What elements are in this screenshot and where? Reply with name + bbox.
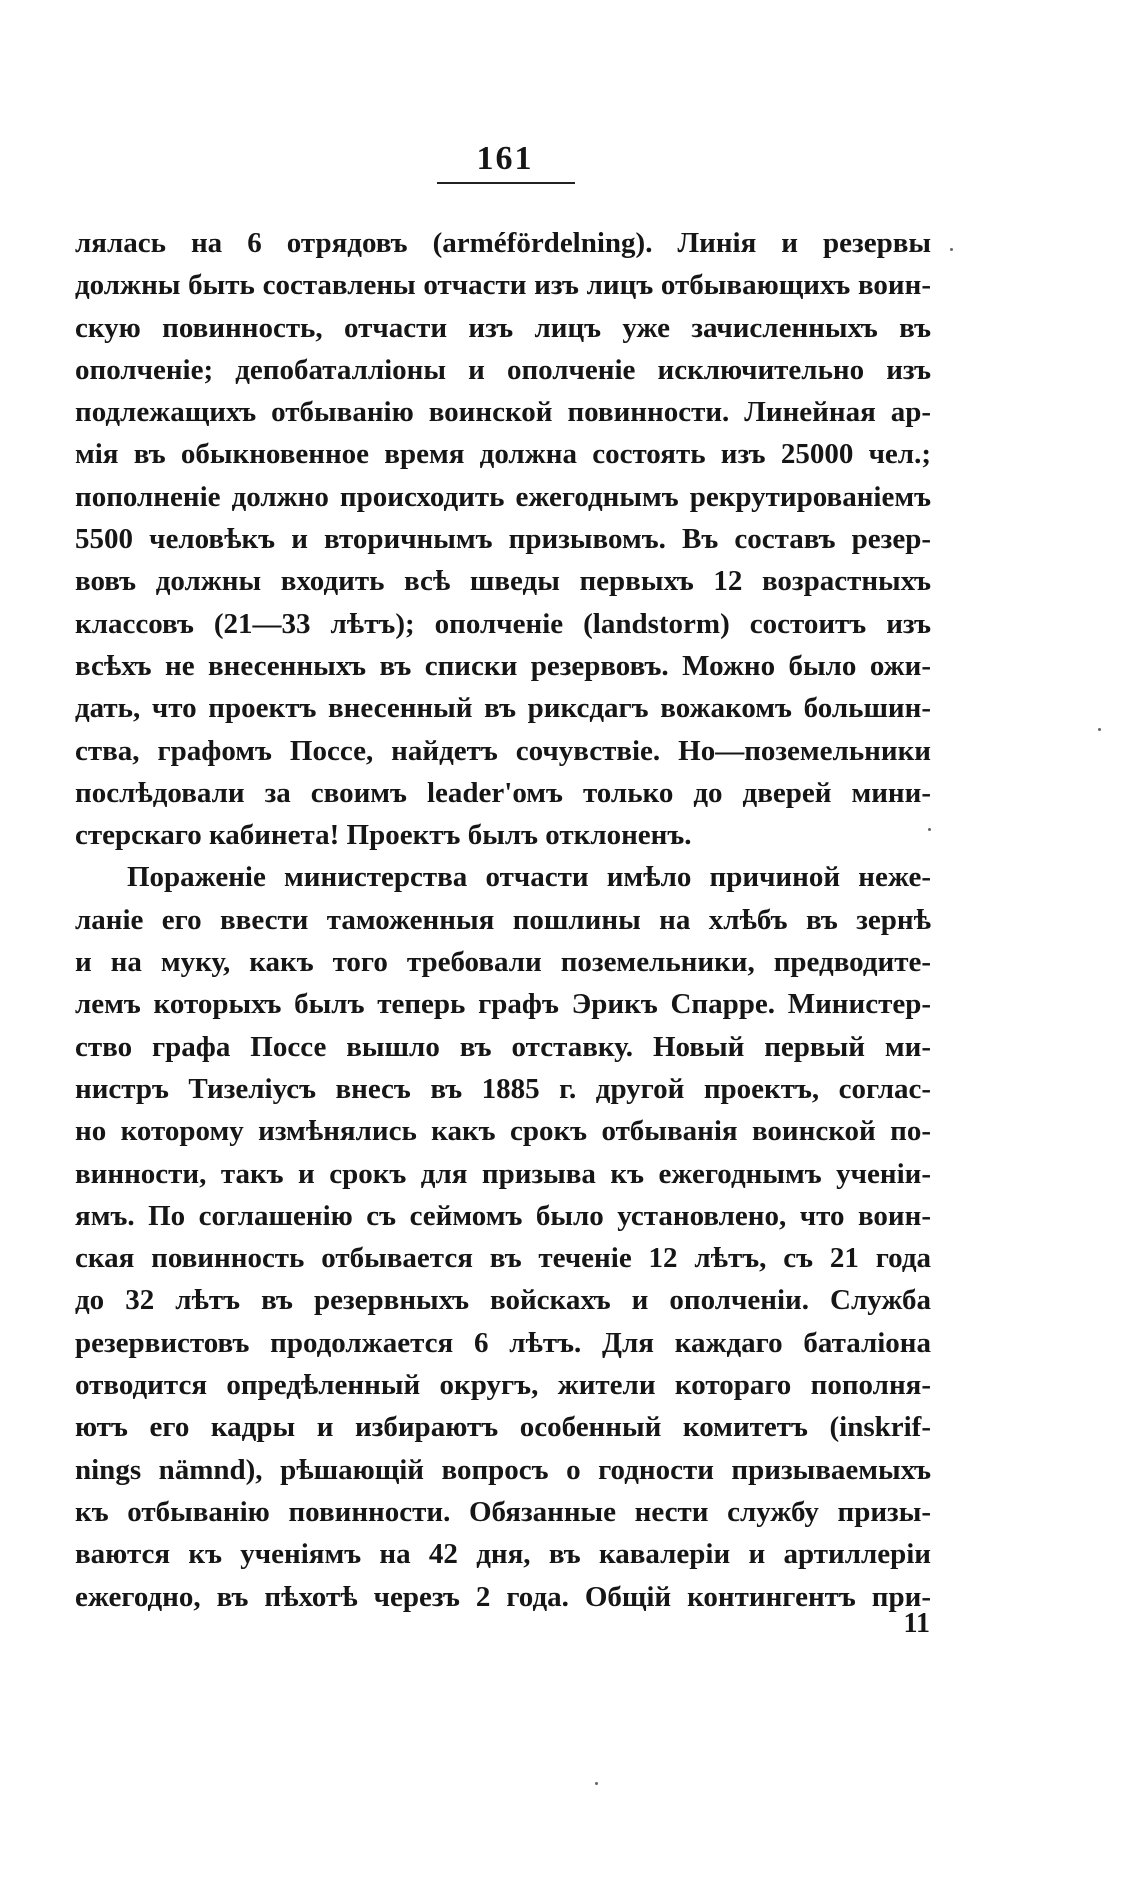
text-line: ваются къ ученіямъ на 42 дня, въ кавалеріи и артиллеріи xyxy=(75,1538,931,1571)
text-line: лялась на 6 отрядовъ (arméfördelning). Линія и резервы xyxy=(75,227,931,259)
scan-speck xyxy=(950,248,953,251)
text-line: ства, графомъ Поссе, найдетъ сочувствіе. Но—поземельники xyxy=(75,734,931,767)
text-line: резервистовъ продолжается 6 лѣтъ. Для каждаго баталіона xyxy=(75,1326,931,1359)
text-line: ство графа Поссе вышло въ отставку. Новый первый ми- xyxy=(75,1030,931,1063)
text-line: 5500 человѣкъ и вторичнымъ призывомъ. Въ составъ резер- xyxy=(75,523,931,556)
text-line: вовъ должны входить всѣ шведы первыхъ 12 возрастныхъ xyxy=(75,565,931,598)
text-line: нистръ Тизеліусъ внесъ въ 1885 г. другой проектъ, соглас- xyxy=(75,1072,931,1105)
text-line: дать, что проектъ внесенный въ риксдагъ вожакомъ большин- xyxy=(75,692,931,725)
text-line: стерскаго кабинета! Проектъ былъ отклоненъ. xyxy=(75,819,692,852)
text-line: должны быть составлены отчасти изъ лицъ отбывающихъ воин- xyxy=(75,269,931,302)
text-line: до 32 лѣтъ въ резервныхъ войскахъ и ополченіи. Служба xyxy=(75,1284,931,1317)
text-line: nings nämnd), рѣшающій вопросъ о годности призываемыхъ xyxy=(75,1453,931,1486)
signature-mark: 11 xyxy=(903,1608,930,1639)
text-line: пополненіе должно происходить ежегоднымъ рекрутированіемъ xyxy=(75,480,931,513)
text-line: мія въ обыкновенное время должна состоять изъ 25000 чел.; xyxy=(75,438,931,471)
body-text xyxy=(75,222,931,1618)
text-line: ополченіе; депобаталліоны и ополченіе исключительно изъ xyxy=(75,353,931,386)
text-line: къ отбыванію повинности. Обязанные нести службу призы- xyxy=(75,1495,931,1528)
scan-speck xyxy=(595,1782,598,1785)
text-line: Пораженіе министерства отчасти имѣло причиной неже- xyxy=(127,861,931,894)
scan-speck xyxy=(928,828,931,831)
text-line: и на муку, какъ того требовали поземельники, предводите- xyxy=(75,946,931,979)
page-number: 161 xyxy=(476,140,534,177)
scan-speck xyxy=(1098,728,1101,731)
text-line: ежегодно, въ пѣхотѣ черезъ 2 года. Общій контингентъ при- xyxy=(75,1580,931,1613)
page-number-rule xyxy=(437,182,575,184)
text-line: ланіе его ввести таможенныя пошлины на хлѣбъ въ зернѣ xyxy=(75,903,931,936)
text-line: винности, такъ и срокъ для призыва къ ежегоднымъ ученіи- xyxy=(75,1157,931,1190)
text-line: всѣхъ не внесенныхъ въ списки резервовъ. Можно было ожи- xyxy=(75,649,931,682)
text-line: подлежащихъ отбыванію воинской повинности. Линейная ар- xyxy=(75,396,931,429)
text-line: классовъ (21—33 лѣтъ); ополченіе (landstorm) состоитъ изъ xyxy=(75,607,931,640)
text-line: отводится опредѣленный округъ, жители котораго пополня- xyxy=(75,1369,931,1402)
paragraph-1 xyxy=(75,222,931,856)
text-line: скую повинность, отчасти изъ лицъ уже зачисленныхъ въ xyxy=(75,311,931,344)
text-line: ютъ его кадры и избираютъ особенный комитетъ (inskrif- xyxy=(75,1411,931,1444)
paragraph-2 xyxy=(75,856,931,1617)
text-line: ямъ. По соглашенію съ сеймомъ было установлено, что воин- xyxy=(75,1199,931,1232)
text-line: ская повинность отбывается въ теченіе 12 лѣтъ, съ 21 года xyxy=(75,1242,931,1275)
text-line: послѣдовали за своимъ leader'омъ только до дверей мини- xyxy=(75,776,931,809)
text-line: но которому измѣнялись какъ срокъ отбыванія воинской по- xyxy=(75,1115,931,1148)
text-line: лемъ которыхъ былъ теперь графъ Эрикъ Спарре. Министер- xyxy=(75,988,931,1021)
